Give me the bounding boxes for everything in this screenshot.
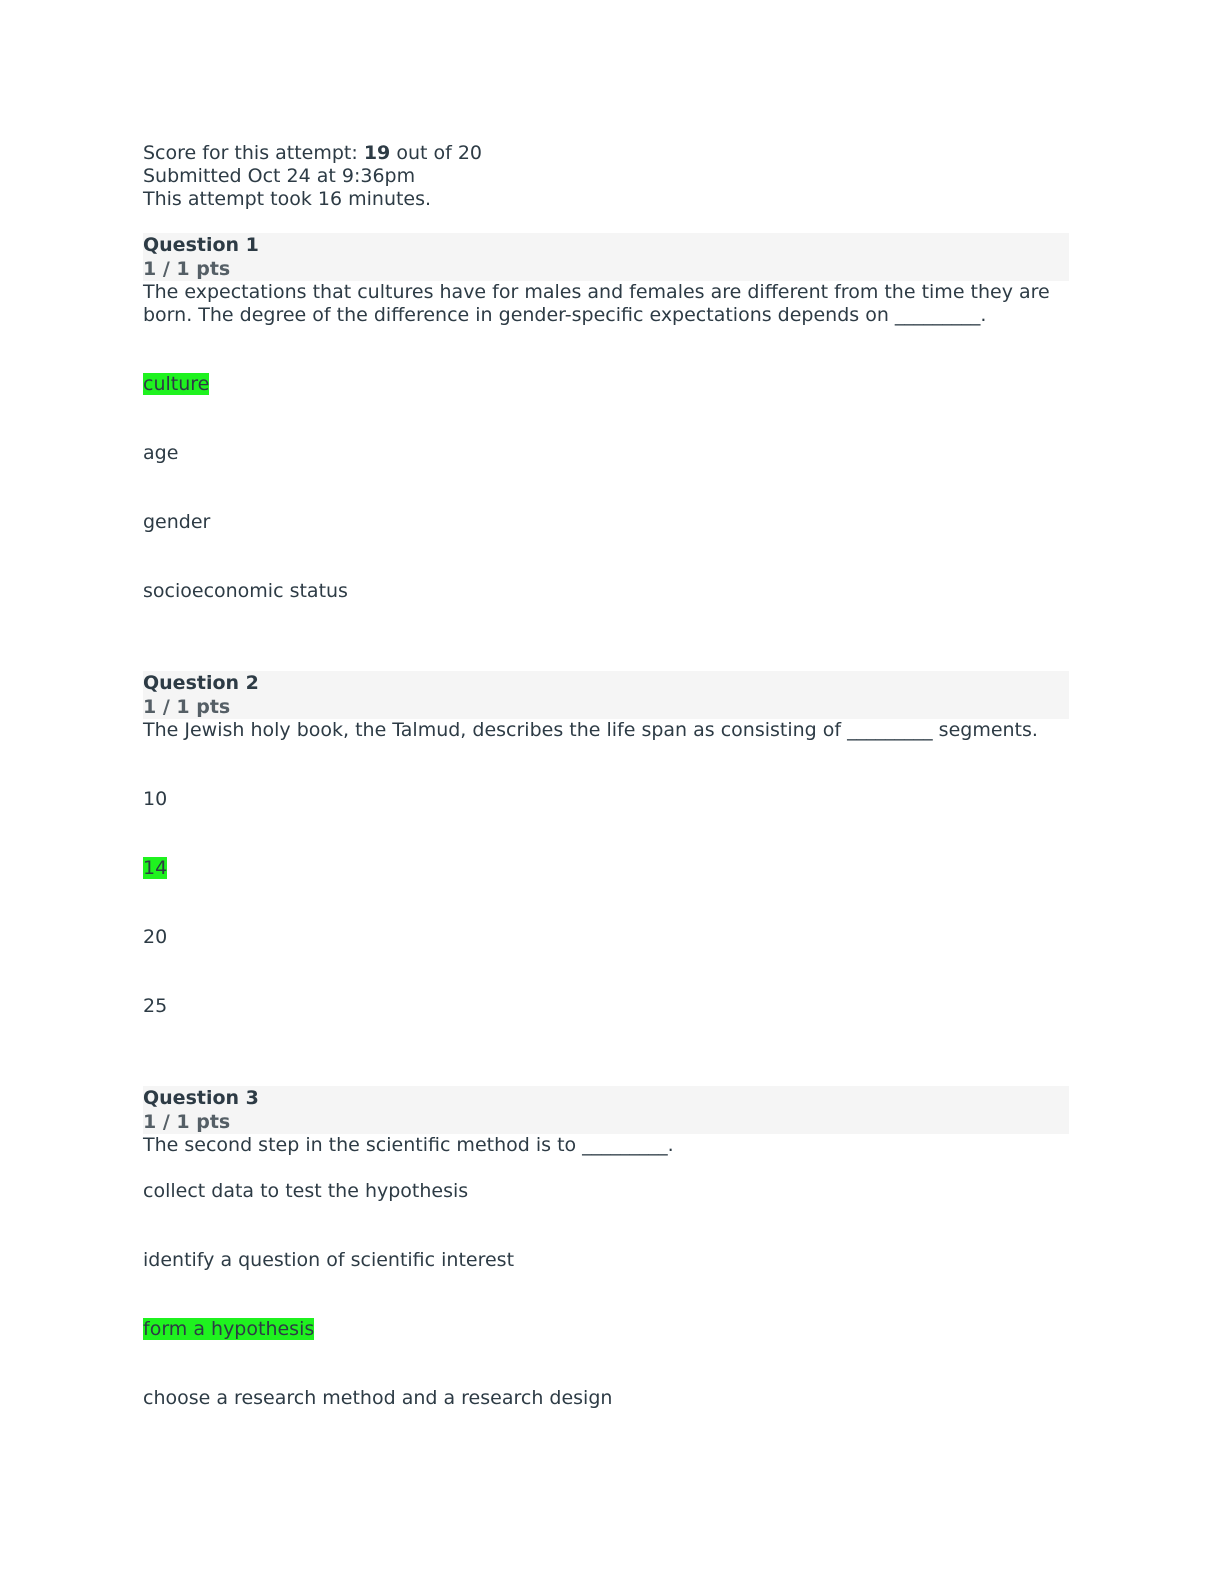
answer-option[interactable] [143,926,1069,995]
answer-label: 14 [143,857,168,879]
question-text: The expectations that cultures have for males and females are different from the time they are born. The degree of the difference in gender-specific expectations depends on _________. [143,281,1050,326]
question-header [143,1086,1069,1134]
answer-option[interactable] [143,580,1069,649]
answer-option[interactable] [143,857,1069,926]
answer-option[interactable] [143,1249,1069,1318]
answer-label: gender [143,511,211,533]
answer-option[interactable] [143,373,1069,442]
score-prefix: Score for this attempt: [143,142,364,164]
question-1 [143,233,1069,649]
answer-option[interactable] [143,511,1069,580]
answer-list [143,788,1069,1064]
answer-option[interactable] [143,1387,1069,1456]
answer-label: choose a research method and a research design [143,1387,613,1409]
submitted-time: Submitted Oct 24 at 9:36pm [143,165,416,187]
question-points: 1 / 1 pts [143,258,231,280]
answer-label: socioeconomic status [143,580,348,602]
answer-label: identify a question of scientific interest [143,1249,515,1271]
question-3 [143,1086,1069,1456]
answer-label: 10 [143,788,168,810]
answer-label: culture [143,373,210,395]
question-points: 1 / 1 pts [143,1111,231,1133]
answer-label: form a hypothesis [143,1318,315,1340]
quiz-results-page [143,142,1069,1478]
question-points: 1 / 1 pts [143,696,231,718]
attempt-summary [143,142,1069,211]
question-title: Question 3 [143,1087,259,1109]
answer-list [143,1180,1069,1456]
question-title: Question 1 [143,234,259,256]
answer-label: 25 [143,995,168,1017]
attempt-duration: This attempt took 16 minutes. [143,188,432,210]
question-text: The Jewish holy book, the Talmud, describes the life span as consisting of _________ segments. [143,719,1038,741]
answer-option[interactable] [143,788,1069,857]
answer-option[interactable] [143,995,1069,1064]
answer-label: 20 [143,926,168,948]
question-title: Question 2 [143,672,259,694]
question-2 [143,671,1069,1064]
answer-list [143,373,1069,649]
answer-label: age [143,442,179,464]
question-header [143,233,1069,281]
question-text: The second step in the scientific method is to _________. [143,1134,674,1156]
answer-label: collect data to test the hypothesis [143,1180,469,1202]
score-value: 19 [363,142,391,164]
answer-option[interactable] [143,442,1069,511]
question-header [143,671,1069,719]
answer-option[interactable] [143,1318,1069,1387]
answer-option[interactable] [143,1180,1069,1249]
score-line [143,142,1069,165]
score-suffix: out of 20 [390,142,483,164]
